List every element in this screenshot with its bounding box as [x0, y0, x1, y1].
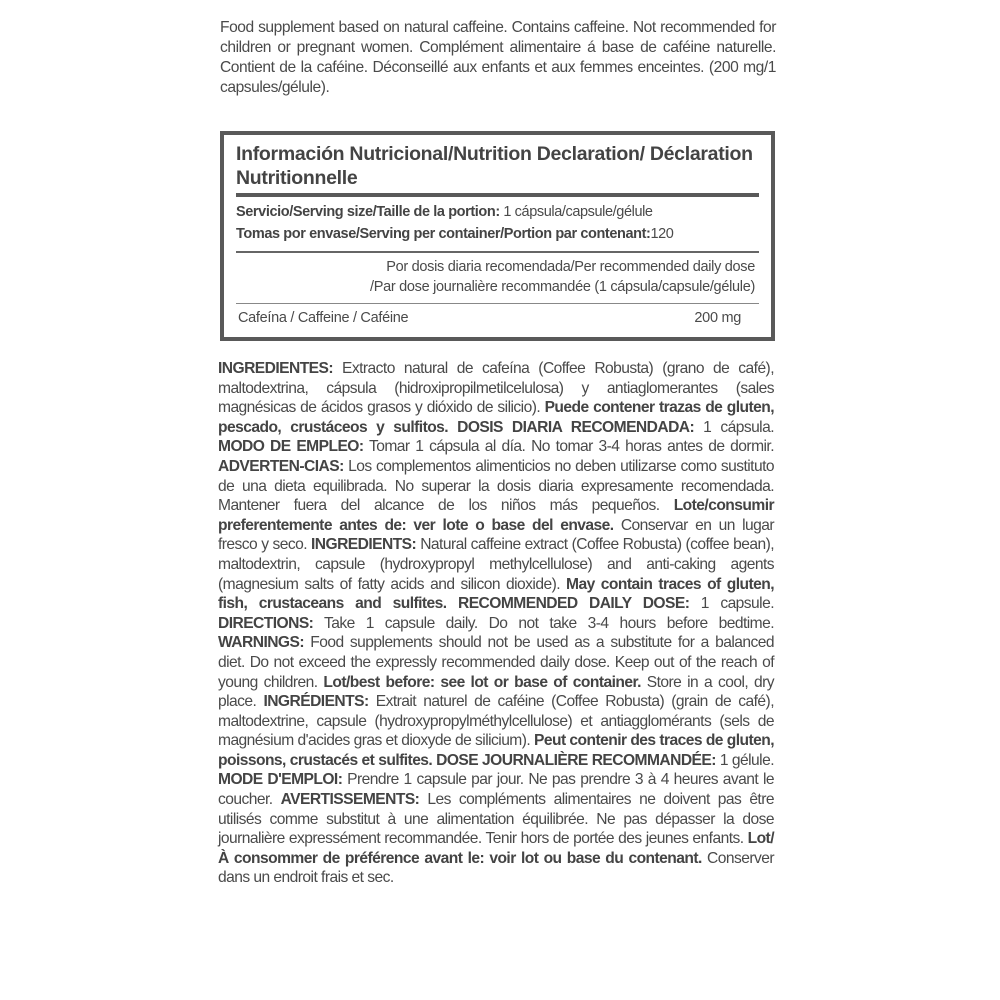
intro-paragraph: Food supplement based on natural caffeine. Contains caffeine. Not recommended for children or pregnant women. Complément alimentaire á base de caféine naturelle. Contient de la caféine. Déconseillé aux enfants et aux femmes enceintes. (200 mg/1 capsules/gélule).	[220, 19, 776, 96]
ingredients-text-segment: Extracto natural de cafeína (Coffee Robusta) (grano de café), maltodextrina, cápsula (hidroxipropilmetilcelulosa) y antiaglomerantes (sales magnésicas de ácidos grasos y dióxido de silicio).	[218, 360, 774, 417]
ingredients-text-segment: Prendre 1 capsule par jour. Ne pas prendre 3 à 4 heures avant le coucher.	[218, 771, 774, 809]
ingredients-bold-segment: Lote/consumir preferentemente antes de: ver lote o base del envase.	[218, 497, 774, 534]
ingredients-bold-segment: INGREDIENTES:	[218, 360, 334, 377]
daily-dose-header	[236, 257, 759, 297]
ingredients-text-segment: Les compléments alimentaires ne doivent pas être utilisés comme substitut à une alimentation équilibrée. Ne pas dépasser la dose journalière expressément recommandée. Tenir hors de portée des jeunes enfants.	[218, 791, 774, 848]
ingredients-text-segment: 1 capsule.	[689, 595, 774, 613]
nutrient-row-caffeine	[236, 308, 759, 328]
ingredients-text-segment: Extrait naturel de caféine (Coffee Robusta) (grain de café), maltodextrine, capsule (hydroxypropylméthylcellulose) et antiagglomérants (sels de magnésium d'acides gras et dioxyde de silicium).	[218, 693, 774, 750]
serving-info	[236, 201, 759, 245]
servings-per-container-value: 120	[650, 226, 674, 242]
ingredients-text-segment: Conservar en un lugar fresco y seco.	[218, 516, 774, 554]
ingredients-paragraph	[218, 359, 774, 888]
nutrient-amount: 200 mg	[694, 310, 741, 326]
ingredients-bold-segment: Lot/best before: see lot or base of container.	[323, 673, 641, 691]
servings-per-container-label: Tomas por envase/Serving per container/Portion par contenant:	[236, 226, 651, 242]
ingredients-bold-segment: May contain traces of gluten, fish, crustaceans and sulfites. RECOMMENDED DAILY DOSE:	[218, 575, 774, 613]
ingredients-bold-segment: Puede contener trazas de gluten, pescado, crustáceos y sulfitos. DOSIS DIARIA RECOMENDADA:	[218, 399, 775, 436]
ingredients-text-segment: Tomar 1 cápsula al día. No tomar 3-4 horas antes de dormir.	[363, 438, 774, 456]
ingredients-text-segment: Store in a cool, dry place.	[218, 673, 775, 711]
ingredients-bold-segment: INGRÉDIENTS:	[263, 693, 369, 711]
serving-size-label: Servicio/Serving size/Taille de la portion:	[236, 204, 500, 220]
ingredients-bold-segment: DIRECTIONS:	[218, 614, 314, 632]
ingredients-bold-segment: INGREDIENTS:	[311, 536, 417, 554]
ingredients-bold-segment: AVERTISSEMENTS:	[280, 791, 420, 809]
nutrient-name: Cafeína / Caffeine / Caféine	[238, 310, 409, 326]
ingredients-text-segment: 1 gélule.	[715, 751, 774, 769]
daily-dose-line-1: Por dosis diaria recomendada/Per recommended daily dose	[386, 259, 755, 275]
divider-thick	[236, 193, 759, 197]
ingredients-text-segment: Los complementos alimenticios no deben utilizarse como sustituto de una dieta equilibrada. No superar la dosis diaria expresamente recomendada. Mantener fuera del alcance de los niños más pequeños.	[218, 457, 774, 515]
daily-dose-line-2: /Par dose journalière recommandée (1 cápsula/capsule/gélule)	[369, 279, 755, 295]
servings-per-container-line	[236, 223, 759, 245]
ingredients-bold-segment: MODE D'EMPLOI:	[218, 771, 343, 789]
divider-medium	[236, 251, 759, 253]
serving-size-value: 1 cápsula/capsule/gélule	[499, 204, 653, 220]
ingredients-text-segment: Food supplements should not be used as a substitute for a balanced diet. Do not exceed the expressly recommended daily dose. Keep out of the reach of young children.	[218, 634, 774, 691]
ingredients-bold-segment: WARNINGS:	[218, 634, 305, 652]
serving-size-line	[236, 201, 759, 223]
divider-thin	[236, 303, 759, 304]
ingredients-bold-segment: Lot/À consommer de préférence avant le: voir lot ou base du contenant.	[218, 830, 774, 867]
nutrition-table	[220, 131, 775, 341]
ingredients-text-segment: Take 1 capsule daily. Do not take 3-4 hours before bedtime.	[313, 614, 774, 632]
ingredients-bold-segment: ADVERTEN-CIAS:	[218, 457, 344, 475]
nutrition-title: Información Nutricional/Nutrition Declaration/ Déclaration Nutritionnelle	[236, 143, 753, 189]
ingredients-bold-segment: Peut contenir des traces de gluten, poissons, crustacés et sulfites. DOSE JOURNALIÈRE RECOMMANDÉE:	[218, 732, 774, 769]
ingredients-text-segment: Conserver dans un endroit frais et sec.	[218, 849, 775, 887]
ingredients-text-segment: 1 cápsula.	[694, 418, 775, 436]
ingredients-text-segment: Natural caffeine extract (Coffee Robusta) (coffee bean), maltodextrin, capsule (hydroxypropyl methylcellulose) and anti-caking agents (magnesium salts of fatty acids and silicon dioxide).	[218, 536, 774, 593]
ingredients-bold-segment: MODO DE EMPLEO:	[218, 438, 364, 456]
